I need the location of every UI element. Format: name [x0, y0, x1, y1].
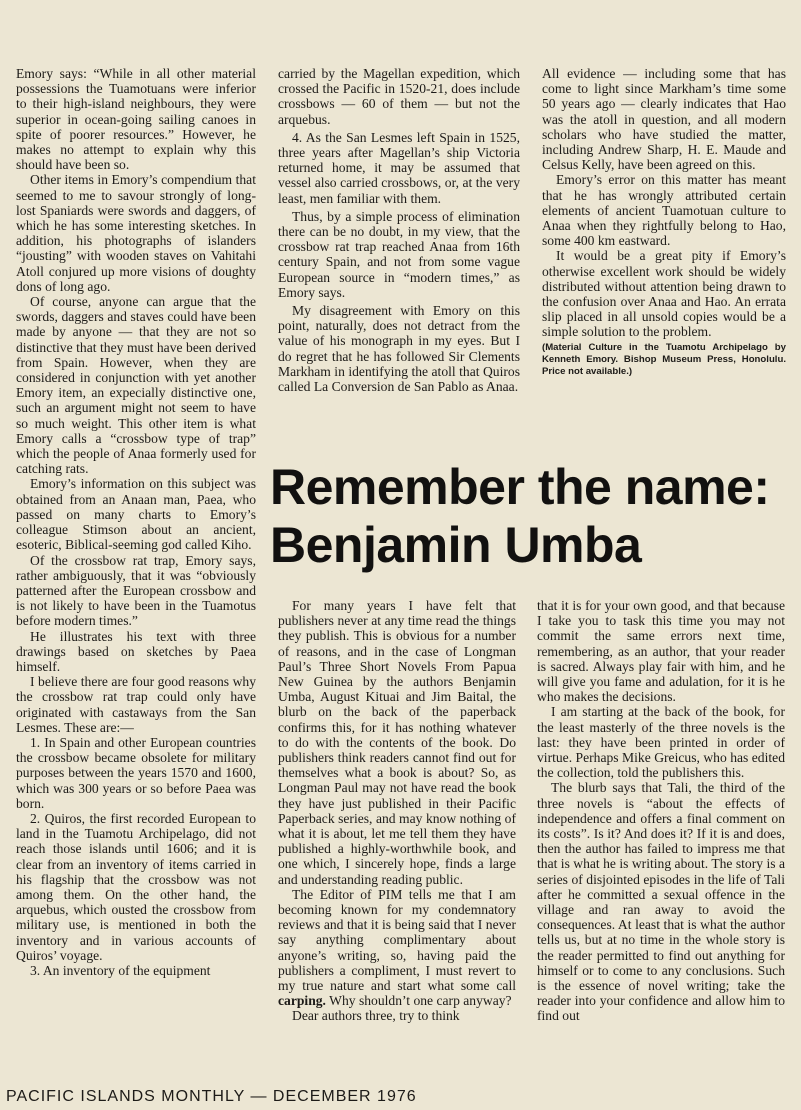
paragraph: I am starting at the back of the book, for the least masterly of the three novels is the last: they have been printed in order of virtue. Perhaps Mike Greicus, who has edited the collection, told the publishers this.: [537, 704, 785, 781]
headline-line-2: Benjamin Umba: [270, 517, 642, 573]
paragraph: Other items in Emory’s compendium that seemed to me to savour strongly of long-lost Spaniards were swords and daggers, of which he has some interesting sketches. In addition, his photographs of islanders “jousting” with wooden staves on Vahitahi Atoll conjured up more visions of doughty dons of long ago.: [16, 172, 256, 294]
book-credit: (Material Culture in the Tuamotu Archipelago by Kenneth Emory. Bishop Museum Press, Honolulu. Price not available.): [542, 341, 786, 377]
paragraph: He illustrates his text with three drawings based on sketches by Paea himself.: [16, 628, 256, 674]
article-column-2: [278, 66, 520, 394]
paragraph: It would be a great pity if Emory’s otherwise excellent work should be widely distributed without attention being drawn to the confusion over Anaa and Hao. An errata slip placed in all unsold copies would be a simple solution to the problem.: [542, 248, 786, 340]
paragraph: 2. Quiros, the first recorded European to land in the Tuamotu Archipelago, did not reach those islands until 1606; and it is clear from an inventory of items carried in his flagship that the crossbow was not among them. On the other hand, the arquebus, which ousted the crossbow from military use, is mentioned in both the inventory and in various accounts of Quiros’ voyage.: [16, 810, 256, 963]
paragraph: Emory says: “While in all other material possessions the Tuamotuans were inferior to their high-island neighbours, they were superior in ocean-going sailing canoes in spite of poorer resources.” However, he makes no attempt to explain why this should have been so.: [16, 66, 256, 173]
page-footer: PACIFIC ISLANDS MONTHLY — DECEMBER 1976: [6, 1088, 417, 1105]
bold-word: carping.: [278, 993, 326, 1009]
paragraph: 1. In Spain and other European countries the crossbow became obsolete for military purposes between the years 1570 and 1600, which was 300 years or so before Paea was born.: [16, 734, 256, 811]
review-column-1: [278, 598, 516, 1024]
article-headline: [270, 458, 790, 574]
paragraph: Dear authors three, try to think: [292, 1008, 460, 1024]
paragraph: Of course, anyone can argue that the swords, daggers and staves could have been made by anyone — that they are not so distinctive that they must have been derived from Spain. However, when they are considered in conjunction with yet another Emory item, an expecially distinctive one, such an argument might not seem to have so much weight. This other item is what Emory calls a “crossbow type of trap” which the people of Anaa formerly used for catching rats.: [16, 294, 256, 477]
paragraph: Emory’s information on this subject was obtained from an Anaan man, Paea, who passed on many charts to Emory’s colleague Stimson about an ancient, esoteric, Biblical-seeming god called Kiho.: [16, 476, 256, 553]
paragraph: Of the crossbow rat trap, Emory says, rather ambiguously, that it was “obviously patterned after the European crossbow and is not likely to have been in the Tuamotus before modern times.”: [16, 552, 256, 629]
paragraph: Emory’s error on this matter has meant that he has wrongly attributed certain elements of ancient Tuamotuan culture to Anaa when they rightfully belong to Hao, some 400 km eastward.: [542, 172, 786, 249]
headline-line-1: Remember the name:: [270, 459, 770, 515]
paragraph: [278, 887, 516, 1009]
paragraph: Thus, by a simple process of elimination there can be no doubt, in my view, that the crossbow rat trap reached Anaa from 16th century Spain, and not from some vague European source in “modern times,” as Emory says.: [278, 208, 520, 300]
paragraph: that it is for your own good, and that because I take you to task this time you may not commit the same errors next time, remembering, as an author, that your reader is sacred. Always play fair with him, and he will give you fame and adulation, for it is he who makes the decisions.: [537, 598, 785, 705]
paragraph-text: Why shouldn’t one carp anyway?: [325, 993, 512, 1009]
paragraph: My disagreement with Emory on this point, naturally, does not detract from the value of his monograph in my eyes. But I do regret that he has followed Sir Clements Markham in identifying the atoll that Quiros called La Conversion de San Pablo as Anaa.: [278, 303, 520, 395]
article-column-1: [16, 66, 256, 978]
paragraph-text: The Editor of PIM tells me that I am becoming known for my condemnatory reviews and that it is being said that I never say anything complimentary about anyone’s writing, so, having paid the publishers a compliment, I must revert to my true nature and start what some call: [278, 886, 516, 994]
paragraph: 3. An inventory of the equipment: [30, 962, 211, 978]
paragraph: 4. As the San Lesmes left Spain in 1525, three years after Magellan’s ship Victoria returned home, it may be assumed that vessel also carried crossbows, or, at the very least, men familiar with them.: [278, 129, 520, 206]
paragraph: carried by the Magellan expedition, which crossed the Pacific in 1520-21, does include crossbows — 60 of them — but not the arquebus.: [278, 66, 520, 127]
paragraph: All evidence — including some that has come to light since Markham’s time some 50 years ago — clearly indicates that Hao was the atoll in question, and all modern scholars who have studied the matter, including Andrew Sharp, H. E. Maude and Celsus Kelly, have been agreed on this.: [542, 66, 786, 173]
paragraph: I believe there are four good reasons why the crossbow rat trap could only have originated with castaways from the San Lesmes. These are:—: [16, 674, 256, 735]
paragraph: The blurb says that Tali, the third of the three novels is “about the effects of independence and offers a final comment on its costs”. Is it? And does it? If it is and does, then the author has failed to impress me that that is what he is writing about. The story is a series of disjointed episodes in the life of Tali after he committed a sexual offence in the village and ran away to avoid the consequences. At least that is what the author tells us, but at no time in the whole story is the reader permitted to find out anything for himself or to come to any conclusions. Such is the essence of novel writing; take the reader into your confidence and allow him to find out: [537, 780, 785, 1024]
review-column-2: [537, 598, 785, 1024]
article-column-3: [542, 66, 786, 378]
paragraph: For many years I have felt that publishers never at any time read the things they publish. This is obvious for a number of reasons, and in the case of Longman Paul’s Three Short Novels From Papua New Guinea by the authors Benjamin Umba, August Kituai and Jim Baital, the blurb on the back of the paperback confirms this, for it has nothing whatever to do with the contents of the book. Do publishers think readers cannot find out for themselves what a book is about? So, as Longman Paul may not have read the book they have just published in their Pacific Paperback series, and may know nothing of what it is about, let me tell them they have published a highly-worthwhile book, and one which, I sincerely hope, finds a large and understanding reading public.: [278, 598, 516, 887]
